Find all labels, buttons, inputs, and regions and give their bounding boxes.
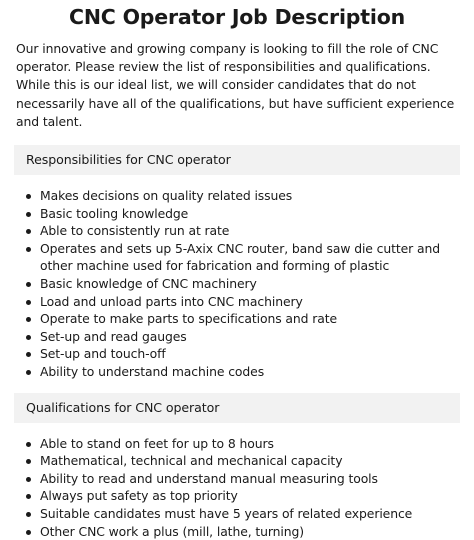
list-item (24, 205, 460, 223)
responsibilities-list (14, 187, 460, 381)
list-item-text: Load and unload parts into CNC machinery (40, 293, 303, 309)
list-item (24, 505, 460, 523)
list-item-text: Able to stand on feet for up to 8 hours (40, 435, 274, 451)
intro-paragraph: Our innovative and growing company is looking to fill the role of CNC operator. Please review the list of responsibilities and qualifications. While this is our ideal list, we will consider candidates that do not necessarily have all of the qualifications, but have sufficient experience and talent. (16, 41, 455, 129)
bullet-icon (26, 229, 31, 234)
list-item-text: Makes decisions on quality related issues (40, 188, 293, 204)
list-item-text: Suitable candidates must have 5 years of related experience (40, 505, 413, 521)
list-item (24, 363, 460, 381)
list-item-text: Always put safety as top priority (40, 488, 238, 504)
list-item-text: Basic tooling knowledge (40, 205, 189, 221)
list-item (24, 187, 460, 205)
bullet-icon (26, 335, 31, 340)
bullet-icon (26, 442, 31, 447)
list-item-text: Operates and sets up 5-Axix CNC router, band saw die cutter and other machine used for fabrication and forming of plastic (40, 240, 441, 274)
list-item-text: Set-up and read gauges (40, 328, 187, 344)
list-item (24, 310, 460, 328)
bullet-icon (26, 494, 31, 499)
list-item (24, 470, 460, 488)
bullet-icon (26, 317, 31, 322)
bullet-icon (26, 512, 31, 517)
list-item (24, 435, 460, 453)
bullet-icon (26, 247, 31, 252)
list-item (24, 345, 460, 363)
bullet-icon (26, 282, 31, 287)
list-item (24, 452, 460, 470)
bullet-icon (26, 352, 31, 357)
qualifications-list (14, 435, 460, 540)
bullet-icon (26, 530, 31, 535)
list-item (24, 293, 460, 311)
bullet-icon (26, 194, 31, 199)
list-item-text: Ability to understand machine codes (40, 363, 265, 379)
bullet-icon (26, 370, 31, 375)
bullet-icon (26, 300, 31, 305)
list-item (24, 222, 460, 240)
bullet-icon (26, 459, 31, 464)
list-item-text: Mathematical, technical and mechanical capacity (40, 453, 343, 469)
list-item-text: Able to consistently run at rate (40, 223, 230, 239)
page-title: CNC Operator Job Description (69, 5, 405, 29)
list-item-text: Basic knowledge of CNC machinery (40, 275, 257, 291)
list-item-text: Ability to read and understand manual measuring tools (40, 470, 378, 486)
list-item-text: Set-up and touch-off (40, 346, 166, 362)
list-item-text: Operate to make parts to specifications and rate (40, 311, 338, 327)
list-item (24, 275, 460, 293)
responsibilities-heading: Responsibilities for CNC operator (14, 145, 460, 175)
list-item (24, 328, 460, 346)
list-item-text: Other CNC work a plus (mill, lathe, turning) (40, 523, 305, 539)
bullet-icon (26, 212, 31, 217)
list-item (24, 240, 460, 275)
bullet-icon (26, 477, 31, 482)
list-item (24, 487, 460, 505)
qualifications-heading: Qualifications for CNC operator (14, 393, 460, 423)
list-item (24, 523, 460, 540)
